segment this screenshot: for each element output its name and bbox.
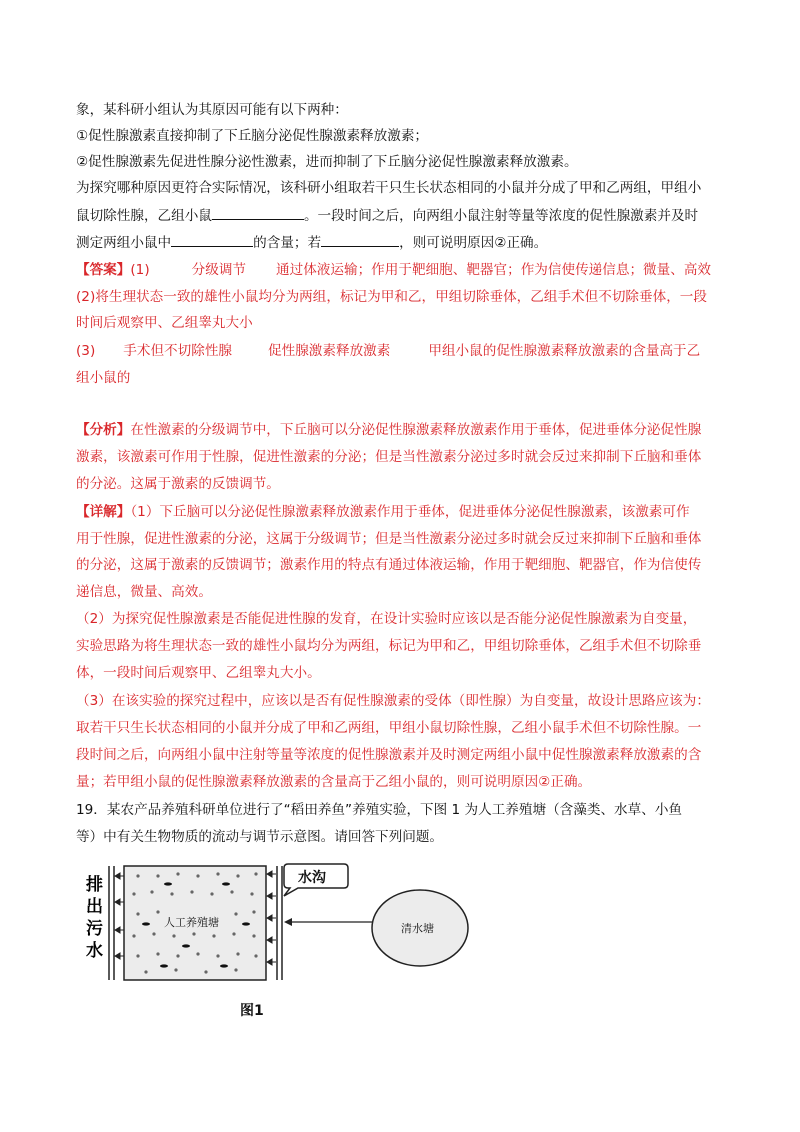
detail-tag: 【详解】 [76, 504, 131, 520]
answer-line-1 [76, 260, 711, 280]
analysis-line-3: 的分泌。这属于激素的反馈调节。 [76, 476, 280, 492]
intro-line-6-start: 测定两组小鼠中 [76, 235, 172, 251]
answer-line-4 [76, 341, 700, 361]
outlet-arrows [115, 873, 124, 959]
detail-line-6: 实验思路为将生理状态一致的雄性小鼠均分为两组，标记为甲和乙，甲组切除垂体，乙组手术但不切除垂 [76, 638, 702, 654]
detail-line-5: （2）为探究促性腺激素是否能促进性腺的发育，在设计实验时应该以是否能分泌促性腺激素为自变量， [76, 611, 697, 627]
intro-line-6-end: ，则可说明原因②正确。 [399, 235, 548, 251]
detail-line-11: 量；若甲组小鼠的促性腺激素释放激素的含量高于乙组小鼠的，则可说明原因②正确。 [76, 774, 592, 790]
intro-line-3: ②促性腺激素先促进性腺分泌性激素，进而抑制了下丘脑分泌促性腺激素释放激素。 [76, 154, 578, 170]
question-19-line-2: 等）中有关生物物质的流动与调节示意图。请回答下列问题。 [76, 829, 444, 845]
intro-line-4: 为探究哪种原因更符合实际情况，该科研小组取若干只生长状态相同的小鼠并分成了甲和乙两组，甲组小 [76, 180, 702, 196]
pond-label: 人工养殖塘 [164, 916, 219, 929]
answer-part-1-a: 分级调节 [191, 262, 247, 278]
detail-line-9: 取若干只生长状态相同的小鼠并分成了甲和乙两组，甲组小鼠切除性腺，乙组小鼠手术但不切除性腺。一 [76, 720, 702, 736]
answer-tag: 【答案】 [76, 262, 131, 278]
answer-line-2: (2)将生理状态一致的雄性小鼠均分为两组，标记为甲和乙，甲组切除垂体，乙组手术但不切除垂体，一段 [76, 289, 707, 305]
intro-line-5-end: 。一段时间之后，向两组小鼠注射等量等浓度的促性腺激素并及时 [303, 208, 699, 224]
detail-line-1-text: （1）下丘脑可以分泌促性腺激素释放激素作用于垂体，促进垂体分泌促性腺激素，该激素可作 [130, 504, 690, 520]
answer-blank-3 [321, 232, 399, 247]
intro-line-6 [76, 232, 547, 253]
answer-line-5: 组小鼠的 [76, 370, 131, 386]
figure-1-diagram [76, 862, 506, 1022]
answer-blank-1 [212, 205, 304, 220]
clean-water-pond-label: 清水塘 [401, 922, 434, 935]
analysis-line-2: 激素，该激素可作用于性腺，促进性激素的分泌；但是当性激素分泌过多时就会反过来抑制下丘脑和垂体 [76, 449, 702, 465]
answer-part-3-num: (3) [76, 343, 96, 359]
answer-part-3-a: 手术但不切除性腺 [123, 343, 233, 359]
answer-part-3-b: 促性腺激素释放激素 [268, 343, 391, 359]
detail-line-7: 体，一段时间后观察甲、乙组睾丸大小。 [76, 665, 321, 681]
outlet-label-char-3: 污 [86, 919, 103, 939]
intro-line-1: 象，某科研小组认为其原因可能有以下两种： [76, 102, 348, 118]
detail-line-3: 的分泌，这属于激素的反馈调节；激素作用的特点有通过体液运输，作用于靶细胞、靶器官，作为信使传 [76, 557, 702, 573]
intro-line-2: ①促性腺激素直接抑制了下丘脑分泌促性腺激素释放激素； [76, 128, 429, 144]
analysis-tag: 【分析】 [76, 422, 131, 438]
analysis-line-1 [76, 420, 701, 440]
analysis-line-1-text: 在性激素的分级调节中，下丘脑可以分泌促性腺激素释放激素作用于垂体，促进垂体分泌促性腺 [130, 422, 702, 438]
intro-line-5 [76, 205, 698, 226]
detail-line-10: 段时间之后，向两组小鼠中注射等量等浓度的促性腺激素并及时测定两组小鼠中促性腺激素释放激素的含 [76, 747, 702, 763]
detail-line-2: 用于性腺，促进性激素的分泌，这属于分级调节；但是当性激素分泌过多时就会反过来抑制下丘脑和垂体 [76, 531, 702, 547]
figure-1 [76, 862, 506, 1022]
ditch-label: 水沟 [298, 870, 326, 886]
detail-line-8: （3）在该实验的探究过程中，应该以是否有促性腺激素的受体（即性腺）为自变量，故设计思路应该为： [76, 693, 710, 709]
intro-line-6-mid: 的含量；若 [253, 235, 322, 251]
inlet-arrows [267, 871, 276, 965]
outlet-label-char-1: 排 [86, 875, 103, 895]
answer-line-3: 时间后观察甲、乙组睾丸大小 [76, 315, 253, 331]
question-19-line-1: 19．某农产品养殖科研单位进行了“稻田养鱼”养殖实验，下图 1 为人工养殖塘（含藻类、水草、小鱼 [76, 802, 683, 818]
answer-part-1-num: (1) [130, 262, 150, 278]
answer-part-1-b: 通过体液运输；作用于靶细胞、靶器官；作为信使传递信息；微量、高效 [276, 262, 712, 278]
answer-blank-2 [171, 232, 253, 247]
outlet-label-char-4: 水 [86, 941, 103, 961]
figure-1-caption: 图1 [240, 1003, 264, 1019]
outlet-label-char-2: 出 [86, 897, 103, 917]
detail-line-1 [76, 502, 690, 522]
flow-arrowhead [284, 918, 292, 926]
answer-part-3-c: 甲组小鼠的促性腺激素释放激素的含量高于乙 [428, 343, 701, 359]
intro-line-5-start: 鼠切除性腺，乙组小鼠 [76, 208, 212, 224]
detail-line-4: 递信息，微量、高效。 [76, 584, 212, 600]
